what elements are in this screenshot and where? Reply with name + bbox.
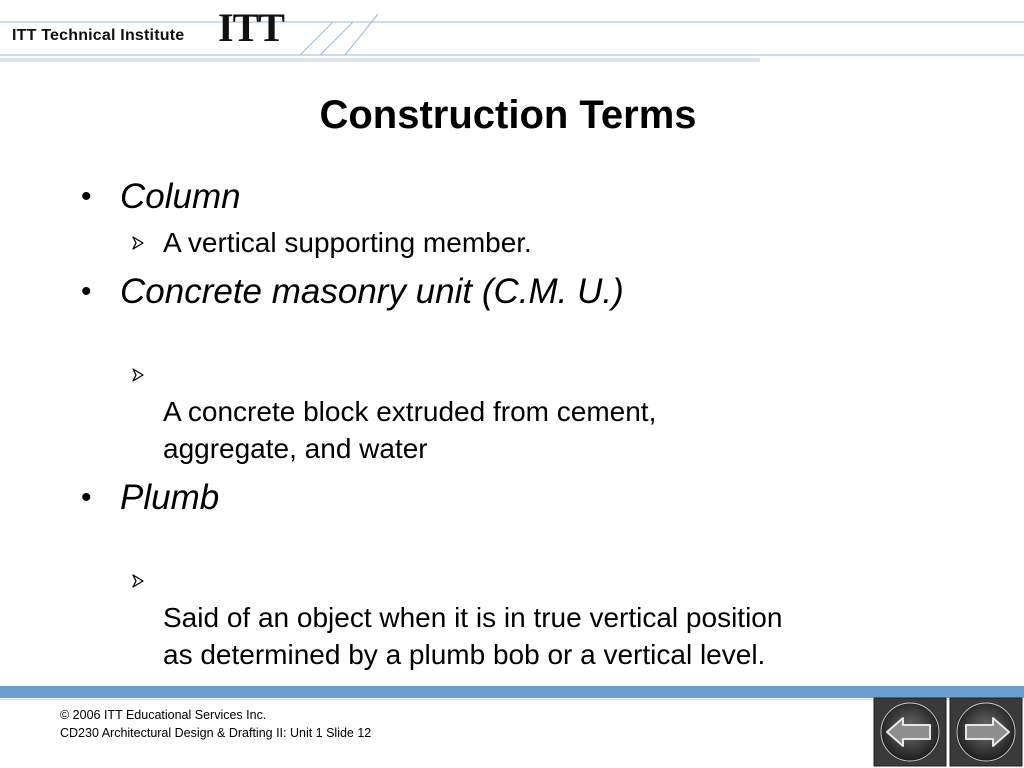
term-item-cmu [78, 269, 958, 467]
footer-band [0, 686, 1024, 698]
arrow-left-icon [873, 697, 947, 767]
term-label: Concrete masonry unit (C.M. U.) [120, 272, 624, 311]
definition-text: Said of an object when it is in true vertical position as determined by a plumb bob or a vertical level. [163, 602, 783, 670]
term-list [78, 174, 958, 681]
bullet-icon: • [81, 180, 92, 213]
term-item-plumb [78, 475, 958, 673]
itt-logo: ITT [218, 5, 284, 50]
definition-text: A concrete block extruded from cement, aggregate, and water [163, 396, 657, 464]
definition-text: A vertical supporting member. [163, 227, 532, 258]
slide-header [0, 0, 1024, 64]
arrow-right-icon [949, 697, 1023, 767]
term-definition [78, 525, 958, 673]
term-heading [78, 475, 958, 521]
next-slide-button[interactable] [949, 697, 1023, 767]
chevron-right-icon [130, 235, 148, 253]
previous-slide-button[interactable] [873, 697, 947, 767]
bullet-icon: • [81, 275, 92, 308]
footer-divider [0, 699, 1024, 700]
term-item-column [78, 174, 958, 261]
term-heading [78, 269, 958, 315]
course-info-text: CD230 Architectural Design & Drafting II: Unit 1 Slide 12 [60, 726, 372, 740]
term-definition [78, 224, 958, 261]
term-label: Column [120, 177, 241, 216]
chevron-right-icon [130, 536, 148, 554]
term-definition [78, 319, 958, 467]
chevron-right-icon [130, 330, 148, 348]
footer-text [60, 706, 371, 742]
slide-title: Construction Terms [319, 93, 697, 137]
bullet-icon: • [81, 481, 92, 514]
term-heading [78, 174, 958, 220]
copyright-text: © 2006 ITT Educational Services Inc. [60, 708, 267, 722]
term-label: Plumb [120, 478, 220, 517]
brand-text: ITT Technical Institute [12, 27, 185, 44]
